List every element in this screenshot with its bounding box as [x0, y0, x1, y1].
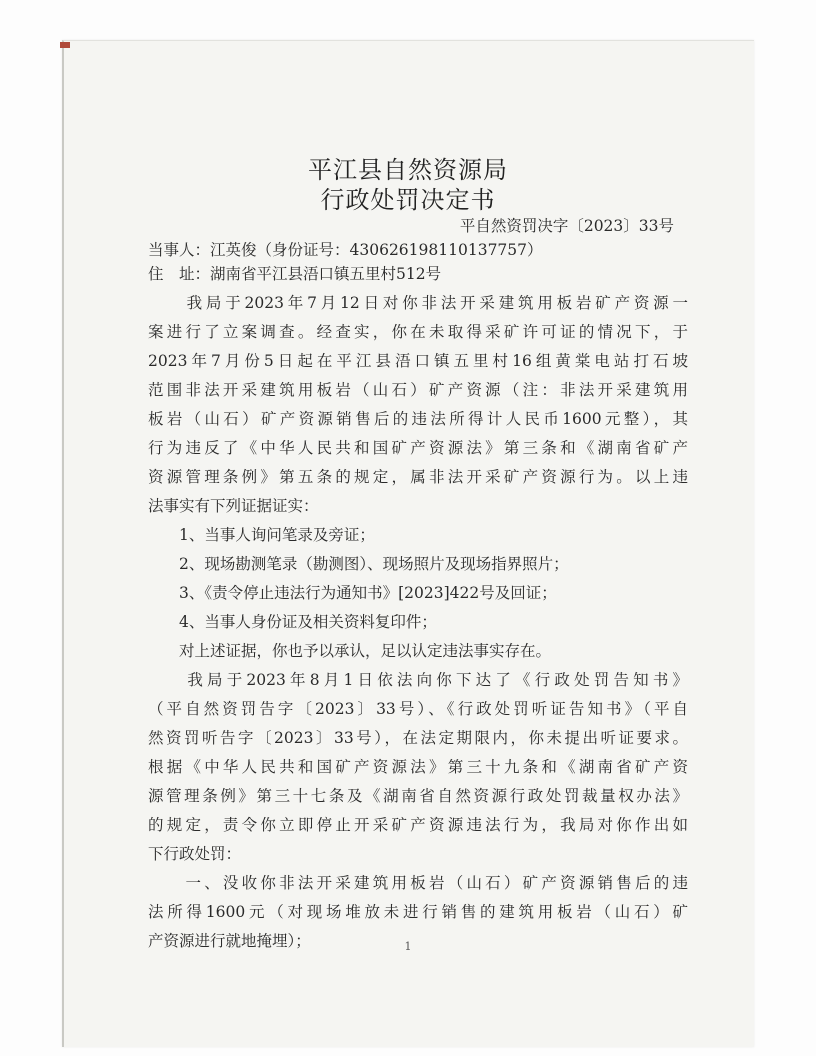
body-line: 根据《中华人民共和国矿产资源法》第三十九条和《湖南省矿产资	[148, 758, 688, 776]
body-line: 源管理条例》第三十七条及《湖南省自然资源行政处罚裁量权办法》	[148, 787, 688, 805]
evidence-item-4: 4、当事人身份证及相关资料复印件；	[148, 613, 437, 631]
body-line: 我局于2023年8月1日依法向你下达了《行政处罚告知书》	[148, 671, 688, 689]
body-line: 范围非法开采建筑用板岩（山石）矿产资源（注：非法开采建筑用	[148, 381, 688, 399]
body-line: 板岩（山石）矿产资源销售后的违法所得计人民币1600元整），其	[148, 410, 688, 428]
body-line: 我局于2023年7月12日对你非法开采建筑用板岩矿产资源一	[148, 294, 688, 312]
body-line: 产资源进行就地掩埋）；	[148, 932, 311, 950]
page-number: 1	[404, 940, 412, 953]
penalty-item-1: 一、没收你非法开采建筑用板岩（山石）矿产资源销售后的违	[148, 874, 688, 892]
body-line: 的规定，责令你立即停止开采矿产资源违法行为，我局对你作出如	[148, 816, 688, 834]
body-line: 对上述证据，你也予以承认，足以认定违法事实存在。	[148, 642, 552, 660]
paper-edge-mark	[60, 42, 70, 48]
body-line: 案进行了立案调查。经查实，你在未取得采矿许可证的情况下，于	[148, 323, 688, 341]
evidence-item-2: 2、现场勘测笔录（勘测图）、现场照片及现场指界照片；	[148, 555, 569, 573]
body-line: 然资罚听告字〔2023〕33号），在法定期限内，你未提出听证要求。	[148, 729, 688, 747]
party-address-line: 住 址：湖南省平江县浯口镇五里村512号	[148, 265, 442, 283]
body-line: 下行政处罚：	[148, 845, 242, 863]
body-line: 法事实有下列证据证实：	[148, 497, 319, 515]
document-title-line1: 平江县自然资源局	[308, 156, 508, 184]
body-line: 2023年7月份5日起在平江县浯口镇五里村16组黄棠电站打石坡	[148, 352, 688, 370]
body-line: 法所得1600元（对现场堆放未进行销售的建筑用板岩（山石）矿	[148, 903, 688, 921]
body-line: 行为违反了《中华人民共和国矿产资源法》第三条和《湖南省矿产	[148, 439, 688, 457]
evidence-item-3: 3、《责令停止违法行为通知书》[2023]422号及回证；	[148, 584, 557, 602]
evidence-item-1: 1、当事人询问笔录及旁证；	[148, 526, 375, 544]
body-line: （平自然资罚告字〔2023〕33号）、《行政处罚听证告知书》（平自	[148, 700, 688, 718]
document-title-line2: 行政处罚决定书	[320, 186, 496, 214]
document-number: 平自然资罚决字〔2023〕33号	[459, 217, 674, 235]
party-name-line: 当事人：江英俊（身份证号：430626198110137757）	[148, 241, 543, 259]
body-line: 资源管理条例》第五条的规定，属非法开采矿产资源行为。以上违	[148, 468, 688, 486]
